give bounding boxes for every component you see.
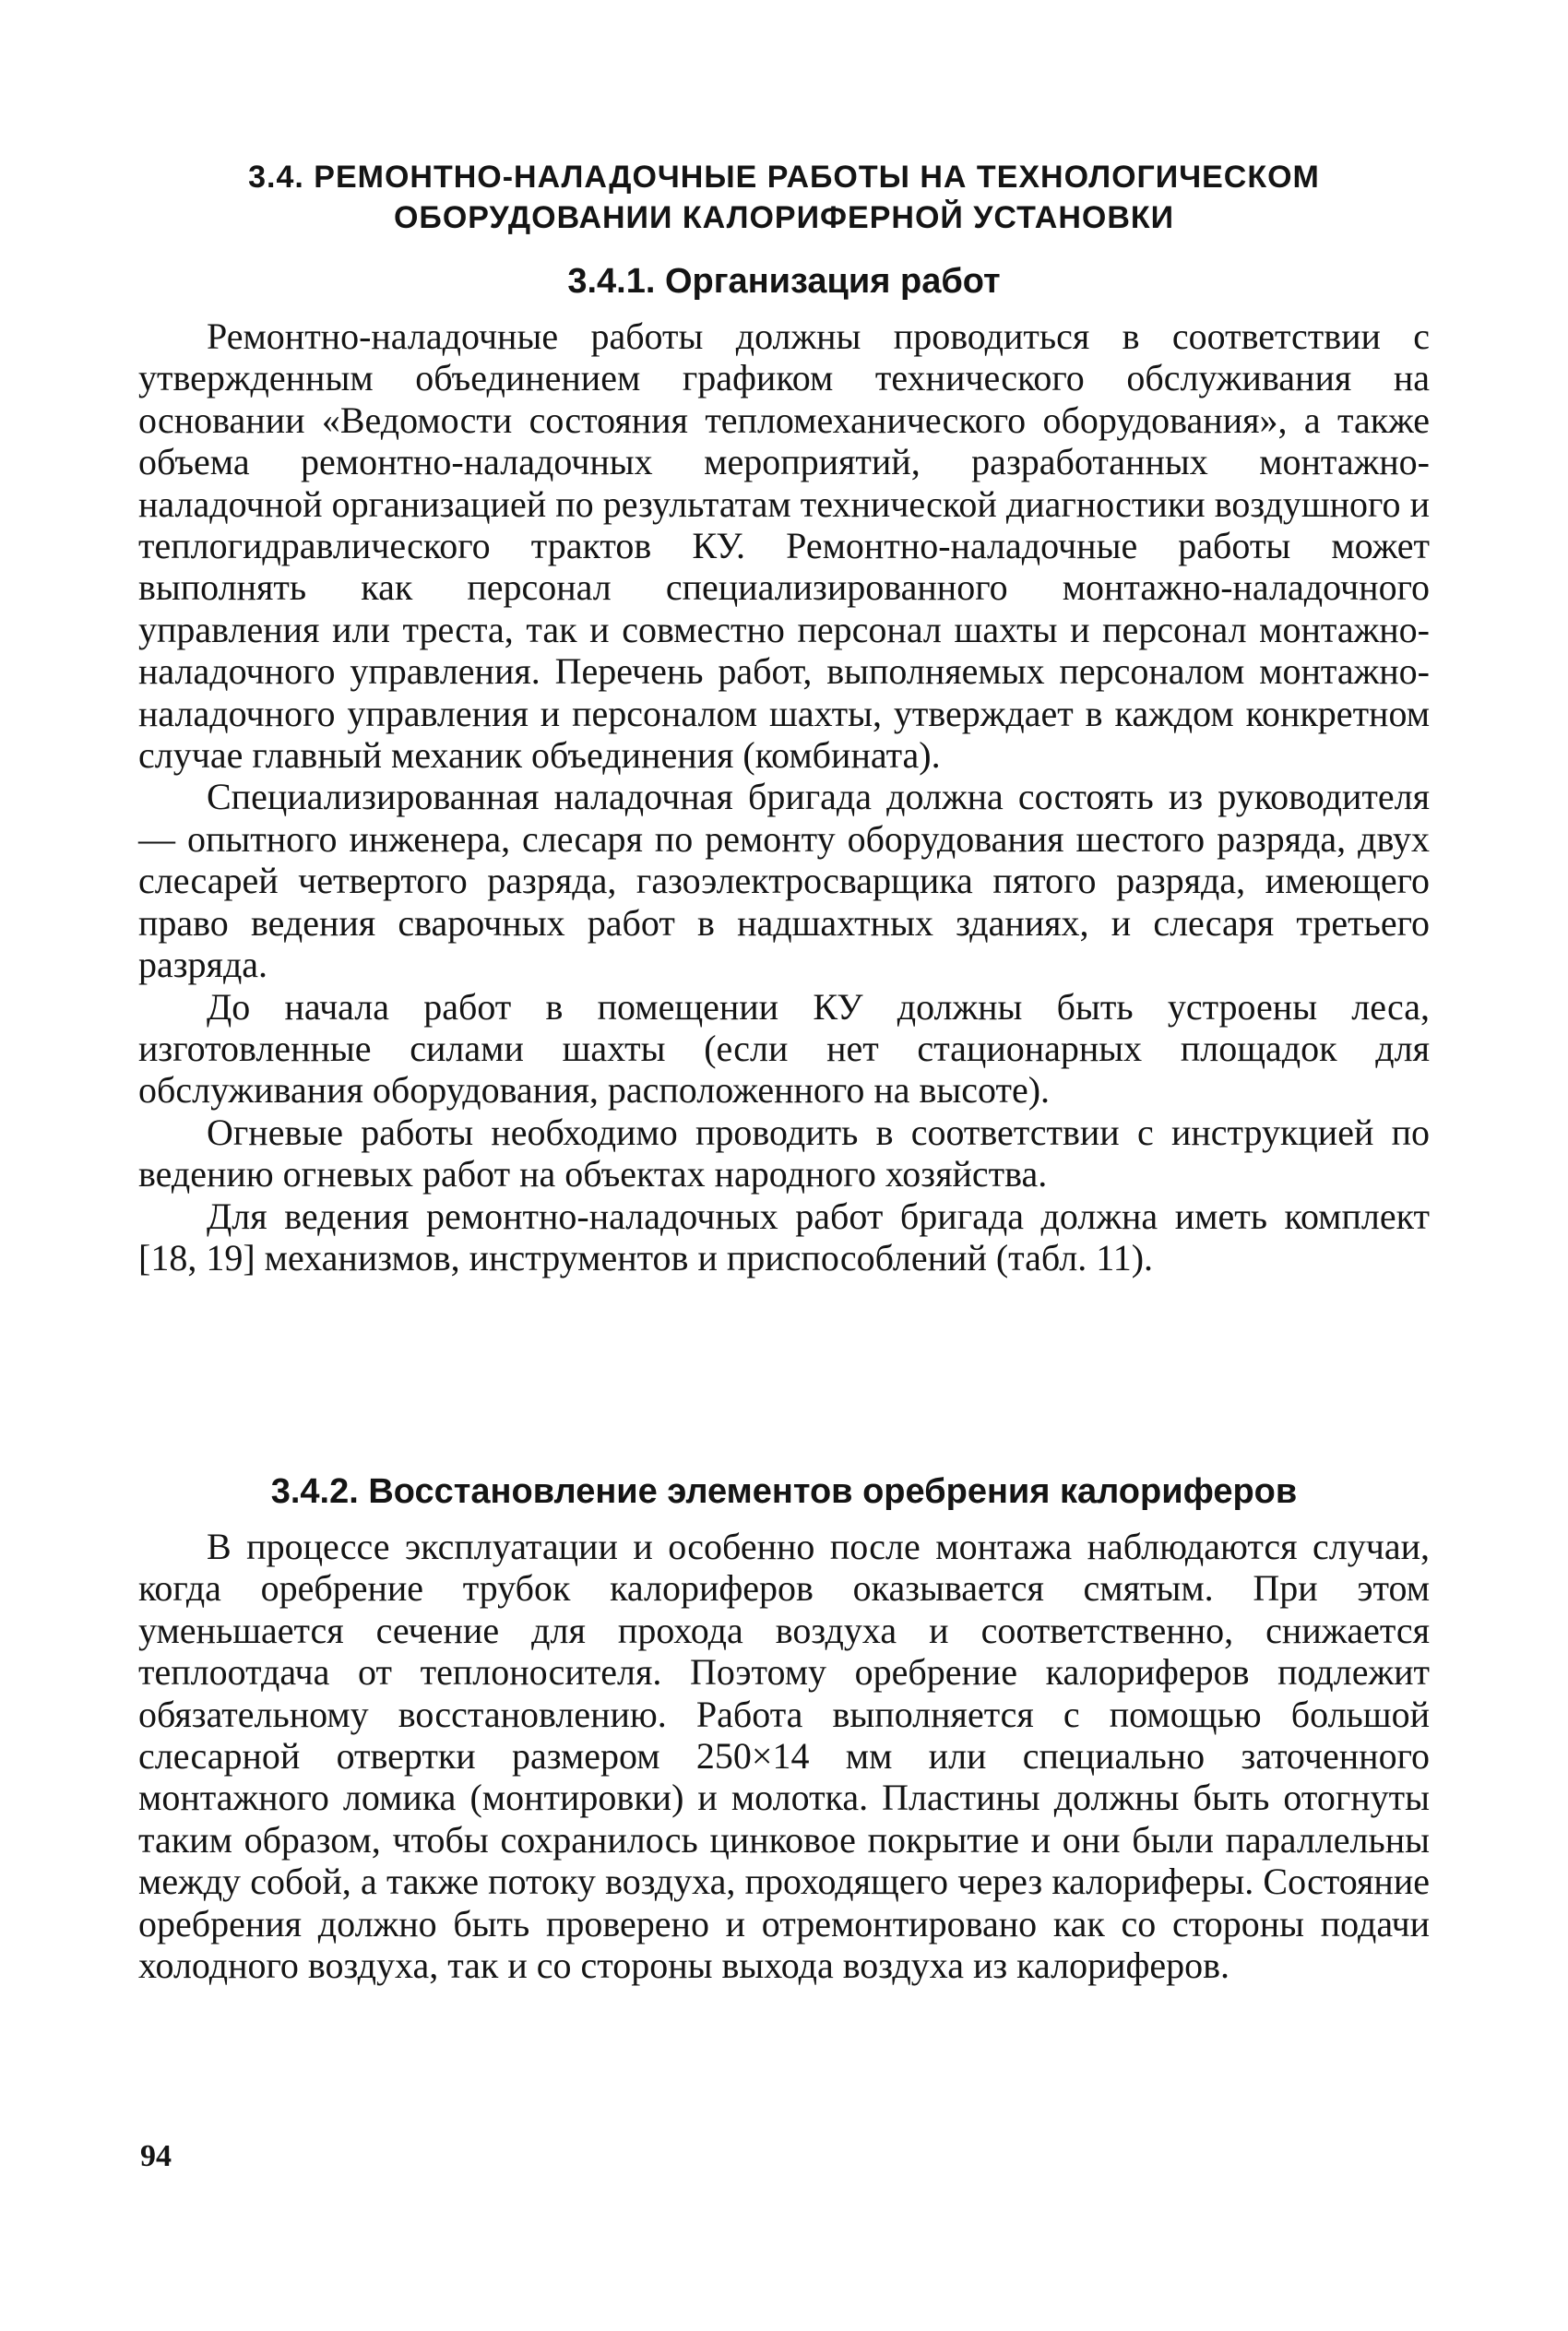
paragraph: Ремонтно-наладочные работы должны проводиться в соответствии с утвержденным объединением графиком технического обслуживания на основании «Ведомости состояния тепломеханического оборудования», а также объема ремонтно-наладочных мероприятий, разработанных монтажно-наладочной организацией по результатам технической диагностики воздушного и теплогидравлического трактов КУ. Ремонтно-наладочные работы может выполнять как персонал специализированного монтажно-наладочного управления или треста, так и совместно персонал шахты и персонал монтажно-наладочного управления. Перечень работ, выполняемых персоналом монтажно-наладочного управления и персоналом шахты, утверждает в каждом конкретном случае главный механик объединения (комбината). [138,315,1430,777]
paragraph: Для ведения ремонтно-наладочных работ бригада должна иметь комплект [18, 19] механизмов, инструментов и приспособлений (табл. 11). [138,1195,1430,1278]
subsection-heading-organization: 3.4.1. Организация работ [567,262,1001,301]
page-number: 94 [140,2139,172,2173]
section-heading-line-2: ОБОРУДОВАНИИ КАЛОРИФЕРНОЙ УСТАНОВКИ [393,200,1175,235]
paragraph: Огневые работы необходимо проводить в соответствии с инструкцией по ведению огневых работ на объектах народного хозяйства. [138,1111,1430,1195]
section-heading [134,157,1434,238]
subsection-heading-fin-restoration: 3.4.2. Восстановление элементов оребрения калориферов [270,1472,1298,1511]
subsection-body-fin-restoration [138,1526,1430,1986]
paragraph: В процессе эксплуатации и особенно после монтажа наблюдаются случаи, когда оребрение трубок калориферов оказывается смятым. При этом уменьшается сечение для прохода воздуха и соответственно, снижается теплоотдача от теплоносителя. Поэтому оребрение калориферов подлежит обязательному восстановлению. Работа выполняется с помощью большой слесарной отвертки размером 250×14 мм или специально заточенного монтажного ломика (монтировки) и молотка. Пластины должны быть отогнуты таким образом, чтобы сохранилось цинковое покрытие и они были параллельны между собой, а также потоку воздуха, проходящего через калориферы. Состояние оребрения должно быть проверено и отремонтировано как со стороны подачи холодного воздуха, так и со стороны выхода воздуха из калориферов. [138,1526,1430,1987]
paragraph: До начала работ в помещении КУ должны быть устроены леса, изготовленные силами шахты (если нет стационарных площадок для обслуживания оборудования, расположенного на высоте). [138,985,1430,1112]
section-heading-line-1: 3.4. РЕМОНТНО-НАЛАДОЧНЫЕ РАБОТЫ НА ТЕХНОЛОГИЧЕСКОМ [248,160,1320,195]
paragraph: Специализированная наладочная бригада должна состоять из руководителя — опытного инженера, слесаря по ремонту оборудования шестого разряда, двух слесарей четвертого разряда, газоэлектросварщика пятого разряда, имеющего право ведения сварочных работ в надшахтных зданиях, и слесаря третьего разряда. [138,776,1430,986]
subsection-body-organization [138,315,1430,1278]
